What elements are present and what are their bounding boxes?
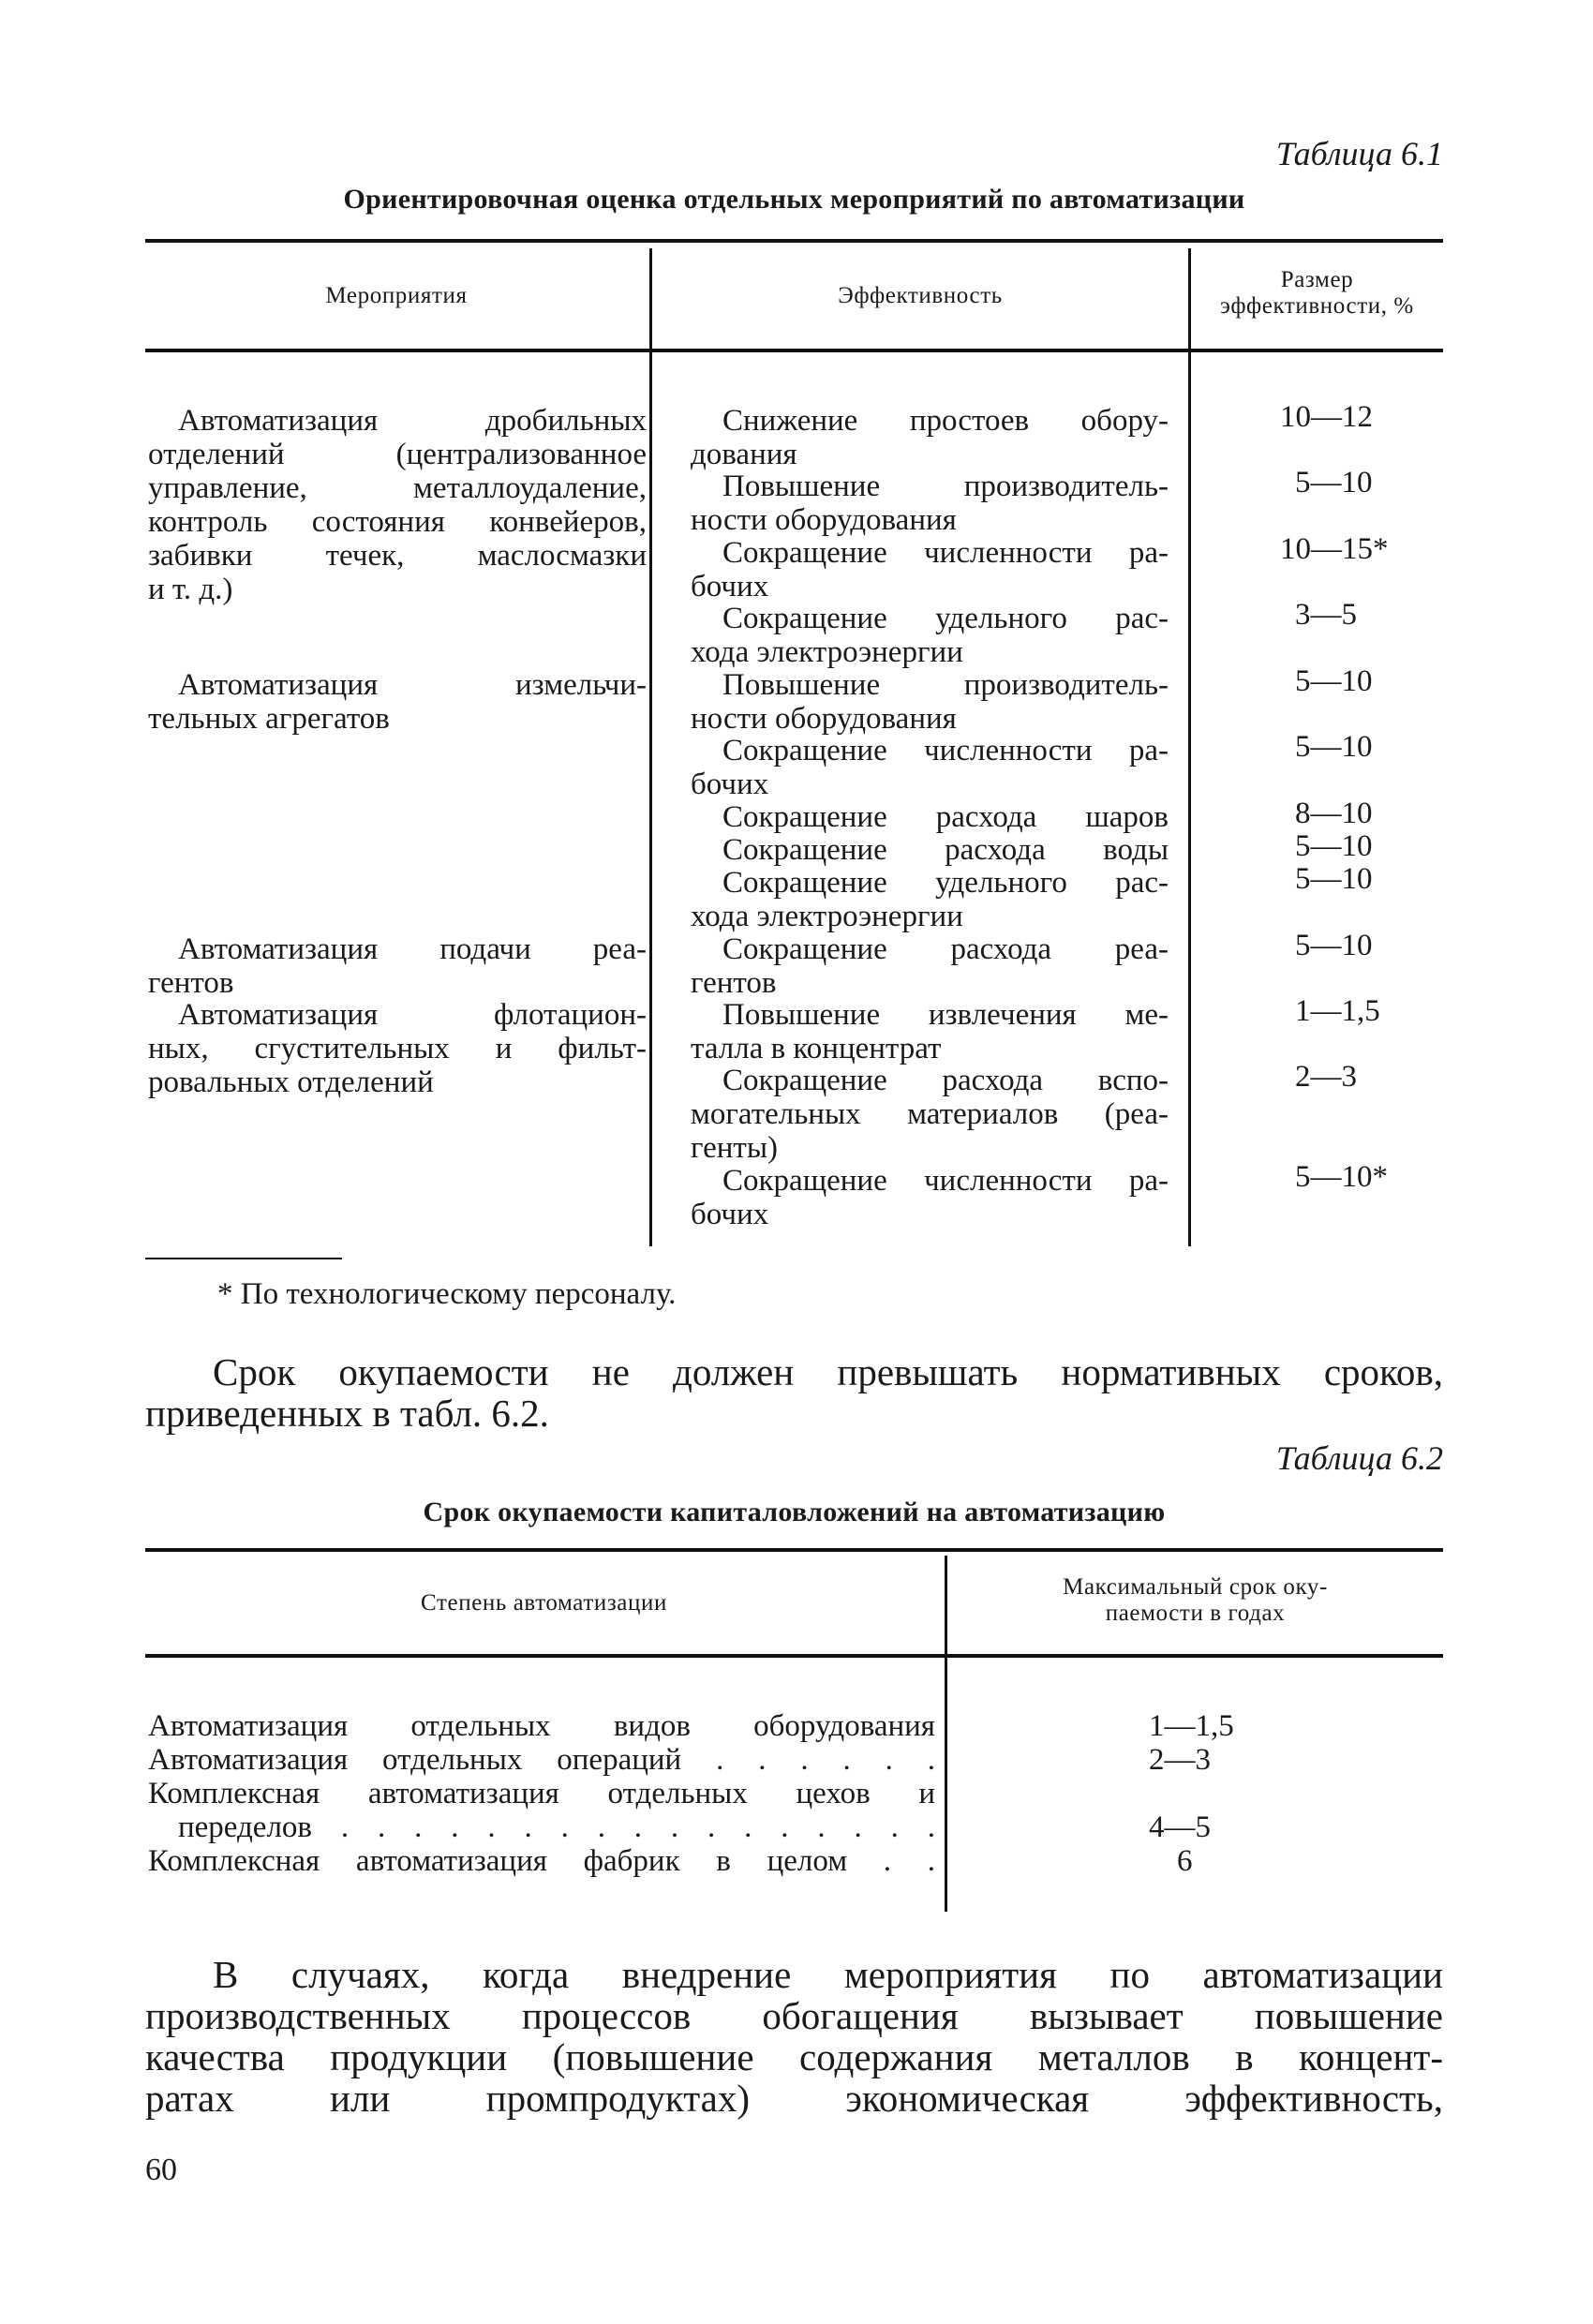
table1-top-rule bbox=[145, 239, 1443, 243]
effect-line: Сокращение расхода вспо- bbox=[722, 1064, 1169, 1097]
table1-size-value: 5—10* bbox=[1295, 1160, 1388, 1194]
paragraph-line: производственных процессов обогащения вызывает повышение bbox=[145, 1994, 1443, 2037]
measure-line: Автоматизация подачи реа- bbox=[178, 932, 647, 966]
table1-size-value: 10—12 bbox=[1280, 400, 1373, 434]
table1-size-value: 1—1,5 bbox=[1295, 994, 1380, 1028]
measure-line: контроль состояния конвейеров, bbox=[148, 505, 647, 539]
table2-row-label: Автоматизация отдельных операций . . . . . . bbox=[148, 1743, 935, 1777]
table2-row-label: Комплексная автоматизация отдельных цехов и bbox=[148, 1777, 935, 1810]
table2-top-rule bbox=[145, 1548, 1443, 1552]
table2-number: Таблица 6.2 bbox=[1275, 1439, 1443, 1477]
measure-line: управление, металлоудаление, bbox=[148, 471, 647, 505]
table1-footnote: * По технологическому персоналу. bbox=[217, 1277, 677, 1311]
table2-row-label: Автоматизация отдельных видов оборудования bbox=[148, 1709, 935, 1743]
effect-line: Сокращение расхода реа- bbox=[722, 932, 1169, 966]
table1-size-column bbox=[1191, 400, 1443, 1244]
measure-line: забивки течек, маслосмазки bbox=[148, 539, 647, 573]
table1-header-size-line: Размер bbox=[1280, 267, 1354, 292]
table1-size-value: 5—10 bbox=[1295, 829, 1373, 863]
measure-line: Автоматизация дробильных bbox=[178, 404, 647, 438]
table1-size-value: 10—15* bbox=[1280, 532, 1389, 566]
paragraph-line: Срок окупаемости не должен превышать нормативных сроков, bbox=[213, 1350, 1443, 1393]
table1-size-value: 8—10 bbox=[1295, 797, 1373, 830]
table1-size-value: 5—10 bbox=[1295, 664, 1373, 698]
table2-header-term-line: Максимальный срок оку- bbox=[1063, 1574, 1328, 1600]
effect-line: бочих bbox=[691, 1198, 769, 1231]
measure-line: ных, сгустительных и фильт- bbox=[148, 1032, 647, 1065]
table1-measure bbox=[148, 932, 647, 1000]
effect-line: могательных материалов (реа- bbox=[691, 1097, 1169, 1131]
effect-line: Сокращение удельного рас- bbox=[722, 602, 1169, 635]
table1-size-value: 2—3 bbox=[1295, 1060, 1357, 1094]
effect-line: Повышение производитель- bbox=[722, 469, 1169, 503]
table1-measure bbox=[148, 998, 647, 1099]
paragraph-line: качества продукции (повышение содержания металлов в концент- bbox=[145, 2035, 1443, 2078]
effect-line: Сокращение расхода шаров bbox=[722, 800, 1169, 834]
effect-line: ности оборудования bbox=[691, 702, 957, 736]
table1-header-effect: Эффективность bbox=[838, 283, 1003, 308]
table1-measure bbox=[148, 404, 647, 606]
table1-header-size bbox=[1191, 267, 1443, 320]
paragraph-line: В случаях, когда внедрение мероприятия по автоматизации bbox=[213, 1953, 1443, 1996]
measure-line: и т. д.) bbox=[148, 573, 233, 606]
effect-line: Сокращение численности ра- bbox=[722, 1164, 1169, 1198]
effect-line: бочих bbox=[691, 570, 769, 603]
table1-size-value: 3—5 bbox=[1295, 598, 1357, 632]
effect-line: бочих bbox=[691, 767, 769, 801]
measure-line: гентов bbox=[148, 966, 234, 1000]
table1-header-rule bbox=[145, 349, 1443, 352]
effect-line: Повышение производитель- bbox=[722, 668, 1169, 702]
effect-line: Сокращение численности ра- bbox=[722, 536, 1169, 570]
effect-line: хода электроэнергии bbox=[691, 635, 963, 669]
measure-line: Автоматизация измельчи- bbox=[178, 668, 647, 702]
footnote-rule bbox=[145, 1258, 342, 1259]
effect-line: гентов bbox=[691, 966, 777, 1000]
table2-term-value: 2—3 bbox=[1149, 1743, 1211, 1777]
effect-line: хода электроэнергии bbox=[691, 900, 963, 933]
paragraph-2 bbox=[145, 1954, 1443, 2119]
table1-title: Ориентировочная оценка отдельных мероприятий по автоматизации bbox=[343, 184, 1245, 215]
effect-line: Повышение извлечения ме- bbox=[722, 998, 1169, 1032]
effect-line: генты) bbox=[691, 1131, 778, 1165]
effect-line: дования bbox=[691, 438, 797, 471]
page-number: 60 bbox=[145, 2153, 177, 2187]
effect-line: Сокращение расхода воды bbox=[722, 833, 1169, 867]
effect-line: ности оборудования bbox=[691, 503, 957, 537]
measure-line: Автоматизация флотацион- bbox=[178, 998, 647, 1032]
table1-header-measures: Мероприятия bbox=[325, 283, 468, 308]
effect-line: Сокращение численности ра- bbox=[722, 734, 1169, 767]
table2-row-label: Комплексная автоматизация фабрик в целом . . bbox=[148, 1844, 935, 1878]
effect-line: Сокращение удельного рас- bbox=[722, 866, 1169, 900]
table1-size-value: 5—10 bbox=[1295, 929, 1373, 962]
table2-header-degree: Степень автоматизации bbox=[421, 1590, 667, 1616]
table2-term-value: 1—1,5 bbox=[1149, 1709, 1234, 1743]
effect-line: Снижение простоев обору- bbox=[722, 404, 1169, 438]
table2-term-value: 4—5 bbox=[1149, 1810, 1211, 1844]
measure-line: ровальных отделений bbox=[148, 1065, 434, 1099]
table1-size-value: 5—10 bbox=[1295, 466, 1373, 499]
table1-effect-column bbox=[691, 404, 1169, 1247]
table1-measure bbox=[148, 668, 647, 736]
paragraph-line: приведенных в табл. 6.2. bbox=[145, 1392, 549, 1435]
table2-degree-column bbox=[148, 1709, 935, 1878]
table1-header-size-line: эффективности, % bbox=[1220, 293, 1414, 319]
table2-title: Срок окупаемости капиталовложений на автоматизацию bbox=[423, 1497, 1166, 1527]
paragraph-1 bbox=[145, 1351, 1443, 1434]
table1-col-divider-1 bbox=[649, 248, 652, 1246]
effect-line: талла в концентрат bbox=[691, 1032, 942, 1065]
table1-size-value: 5—10 bbox=[1295, 730, 1373, 764]
measure-line: отделений (централизованное bbox=[148, 438, 647, 471]
paragraph-line: ратах или промпродуктах) экономическая эффективность, bbox=[145, 2077, 1443, 2120]
table1-size-value: 5—10 bbox=[1295, 862, 1373, 896]
table2-row-label: переделов . . . . . . . . . . . . . . . . . bbox=[178, 1810, 935, 1844]
table2-term-value: 6 bbox=[1177, 1844, 1193, 1878]
measure-line: тельных агрегатов bbox=[148, 702, 390, 736]
table2-header-term bbox=[947, 1574, 1443, 1627]
table2-header-rule bbox=[145, 1654, 1443, 1658]
table2-header-term-line: паемости в годах bbox=[1105, 1601, 1286, 1626]
table1-number: Таблица 6.1 bbox=[1275, 135, 1443, 172]
